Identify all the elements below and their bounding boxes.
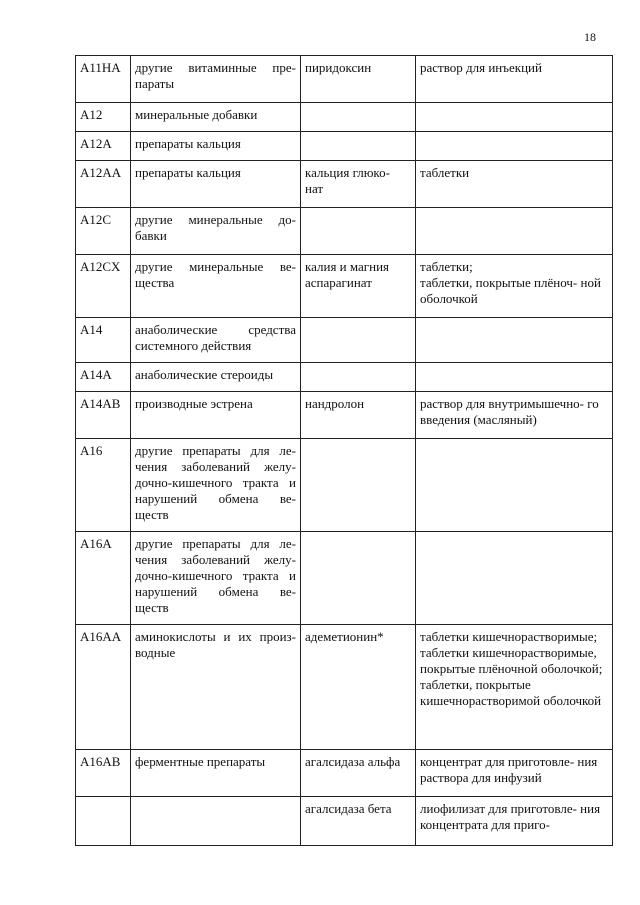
atc-code-cell: A12CX [76,255,131,318]
dosage-form-cell [416,797,613,846]
dosage-form-line: таблетки, покрытые кишечнорастворимой оболочкой [420,677,602,708]
group-name-cell: ферментные препараты [131,750,301,797]
dosage-form-cell [416,318,613,363]
dosage-form-cell [416,56,613,103]
dosage-form-line: лиофилизат для приготовле- ния концентрата для приго- [420,801,601,832]
atc-code-cell: A12C [76,208,131,255]
drug-name-cell: калия и магния аспарагинат [301,255,416,318]
atc-code-cell: A12 [76,103,131,132]
atc-code-cell: A12A [76,132,131,161]
dosage-form-line: таблетки; [420,259,473,274]
drug-name-cell [301,363,416,392]
table-row [76,532,613,625]
group-name-cell: производные эстрена [131,392,301,439]
table-row [76,255,613,318]
group-name-cell [131,797,301,846]
dosage-form-line: раствор для инъекций [420,60,542,75]
atc-code-cell [76,797,131,846]
dosage-form-cell [416,363,613,392]
atc-code-cell: A16 [76,439,131,532]
page-number: 18 [584,30,596,44]
dosage-form-cell [416,161,613,208]
atc-code-cell: A14A [76,363,131,392]
table-row [76,363,613,392]
table-row [76,161,613,208]
atc-code-cell: A16AB [76,750,131,797]
drug-name-cell [301,318,416,363]
group-name-cell: другие минеральные до- бавки [131,208,301,255]
group-name-cell: другие витаминные пре- параты [131,56,301,103]
drug-name-cell [301,439,416,532]
drug-name-cell: нандролон [301,392,416,439]
table-row [76,392,613,439]
table-row [76,439,613,532]
dosage-form-cell [416,392,613,439]
table-row [76,625,613,750]
dosage-form-cell [416,132,613,161]
drug-name-cell [301,208,416,255]
table-row [76,318,613,363]
drug-name-cell: агалсидаза альфа [301,750,416,797]
table-row [76,56,613,103]
drug-name-cell [301,103,416,132]
dosage-form-line: таблетки [420,165,470,180]
drug-classification-table [75,55,613,846]
group-name-cell: препараты кальция [131,132,301,161]
dosage-form-line: таблетки, покрытые плёноч- ной оболочкой [420,275,601,306]
group-name-cell: аминокислоты и их произ- водные [131,625,301,750]
atc-code-cell: A12AA [76,161,131,208]
group-name-cell: другие препараты для ле- чения заболеваний желу- дочно-кишечного тракта и нарушений обмена ве- ществ [131,532,301,625]
group-name-cell: препараты кальция [131,161,301,208]
dosage-form-cell [416,103,613,132]
dosage-form-line: таблетки кишечнорастворимые; [420,629,598,644]
group-name-cell: анаболические стероиды [131,363,301,392]
drug-name-cell: адеметионин* [301,625,416,750]
atc-code-cell: A16AA [76,625,131,750]
drug-name-cell [301,132,416,161]
dosage-form-cell [416,625,613,750]
dosage-form-cell [416,750,613,797]
atc-code-cell: A16A [76,532,131,625]
dosage-form-line: концентрат для приготовле- ния раствора для инфузий [420,754,598,785]
dosage-form-cell [416,255,613,318]
dosage-form-cell [416,208,613,255]
group-name-cell: другие минеральные ве- щества [131,255,301,318]
dosage-form-cell [416,532,613,625]
drug-name-cell [301,532,416,625]
group-name-cell: другие препараты для ле- чения заболеваний желу- дочно-кишечного тракта и нарушений обмена ве- ществ [131,439,301,532]
atc-code-cell: A14 [76,318,131,363]
drug-name-cell: пиридоксин [301,56,416,103]
dosage-form-line: таблетки кишечнорастворимые, покрытые плёночной оболочкой; [420,645,603,676]
table-row [76,750,613,797]
group-name-cell: минеральные добавки [131,103,301,132]
dosage-form-line: раствор для внутримышечно- го введения (масляный) [420,396,599,427]
drug-name-cell: кальция глюко- нат [301,161,416,208]
atc-code-cell: A14AB [76,392,131,439]
drug-name-cell: агалсидаза бета [301,797,416,846]
table-row [76,208,613,255]
table-row [76,103,613,132]
dosage-form-cell [416,439,613,532]
atc-code-cell: A11HA [76,56,131,103]
group-name-cell: анаболические средства системного действия [131,318,301,363]
table-row [76,797,613,846]
table-row [76,132,613,161]
